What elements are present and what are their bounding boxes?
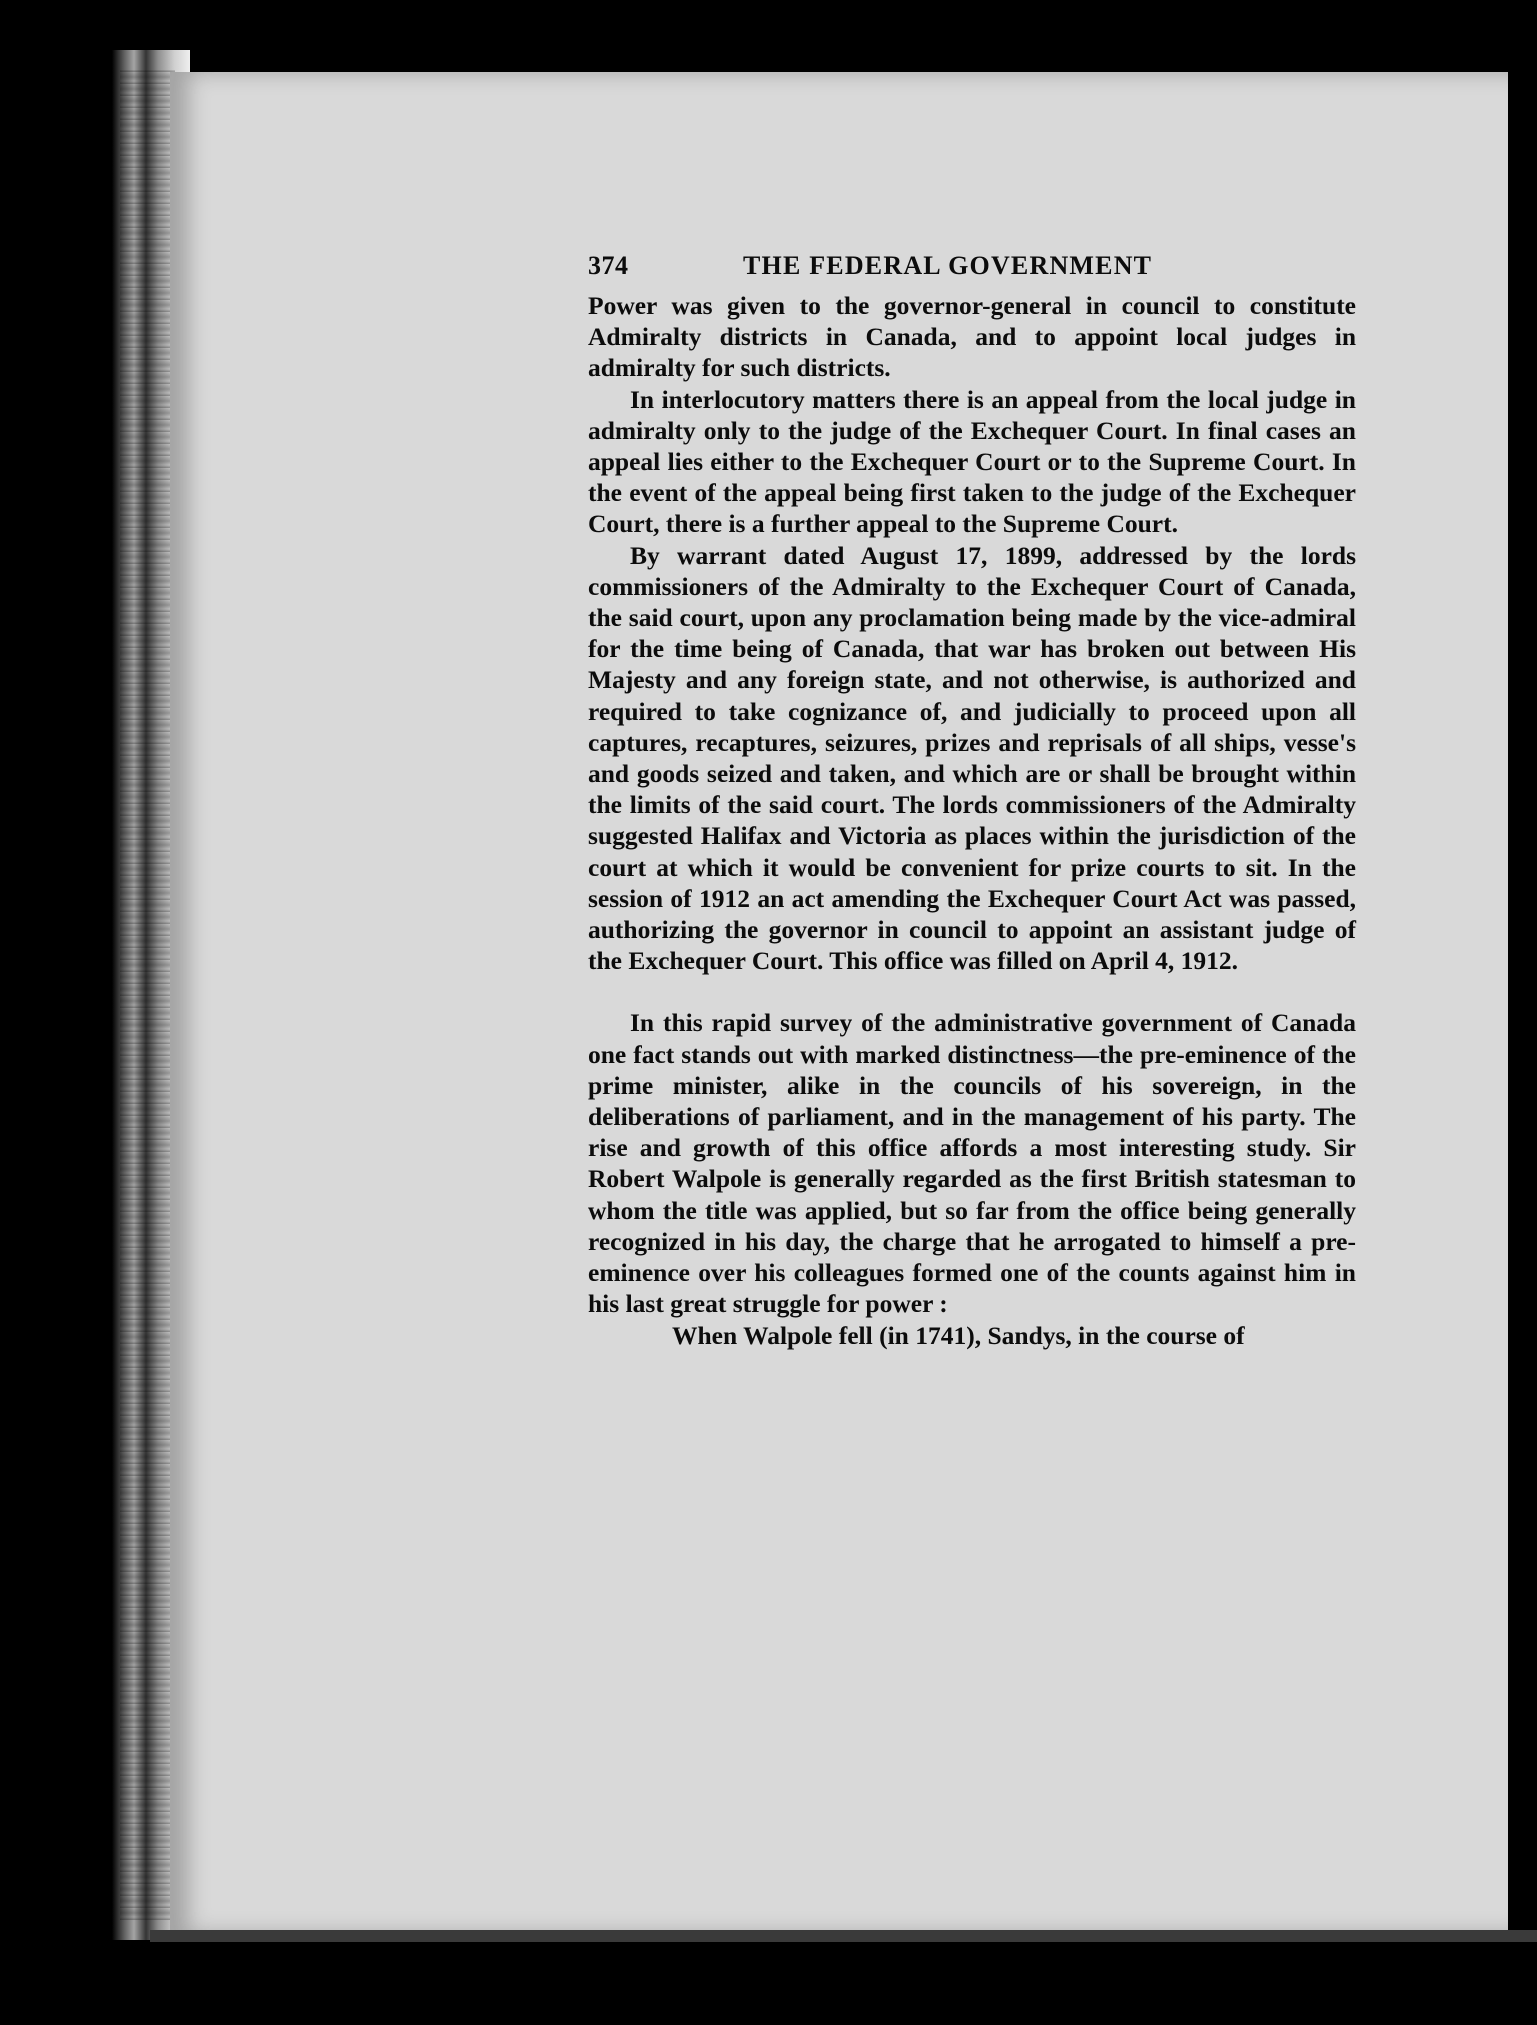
paragraph: Power was given to the governor-general in council to constitute Admiralty districts in Canada, and to appoint local judges in admiralty for such districts. [588, 291, 1356, 383]
page-number: 374 [588, 251, 629, 280]
quote-paragraph: When Walpole fell (in 1741), Sandys, in the course of [672, 1320, 1245, 1350]
running-head: THE FEDERAL GOVERNMENT [743, 251, 1153, 280]
page-text-block [588, 248, 1356, 1351]
spine-texture [120, 70, 175, 1920]
paragraph: By warrant dated August 17, 1899, addressed by the lords commissioners of the Admiralty to the Exchequer Court of Canada, the said court, upon any proclamation being made by the vice-admiral for the time being of Canada, that war has broken out between His Majesty and any foreign state, and not otherwise, is authorized and required to take cognizance of, and judicially to proceed upon all captures, recaptures, seizures, prizes and reprisals of all ships, vesse's and goods seized and taken, and which are or shall be brought within the limits of the said court. The lords commissioners of the Admiralty suggested Halifax and Victoria as places within the jurisdiction of the court at which it would be convenient for prize courts to sit. In the session of 1912 an act amending the Exchequer Court Act was passed, authorizing the governor in council to appoint an assistant judge of the Exchequer Court. This office was filled on April 4, 1912. [588, 540, 1356, 976]
page-header [588, 248, 1356, 284]
page-right-edge [1508, 60, 1537, 1940]
paragraph: In this rapid survey of the administrative government of Canada one fact stands out with marked distinctness—the pre-eminence of the prime minister, alike in the councils of his sovereign, in the deliberations of parliament, and in the management of his party. The rise and growth of this office affords a most interesting study. Sir Robert Walpole is generally regarded as the first British statesman to whom the title was applied, but so far from the office being generally recognized in his day, the charge that he arrogated to himself a pre-eminence over his colleagues formed one of the counts against him in his last great struggle for power : [588, 1008, 1356, 1319]
paragraph: In interlocutory matters there is an appeal from the local judge in admiralty only to the judge of the Exchequer Court. In final cases an appeal lies either to the Exchequer Court or to the Supreme Court. In the event of the appeal being first taken to the judge of the Exchequer Court, there is a further appeal to the Supreme Court. [588, 384, 1356, 539]
page-bottom-edge [150, 1930, 1537, 1942]
